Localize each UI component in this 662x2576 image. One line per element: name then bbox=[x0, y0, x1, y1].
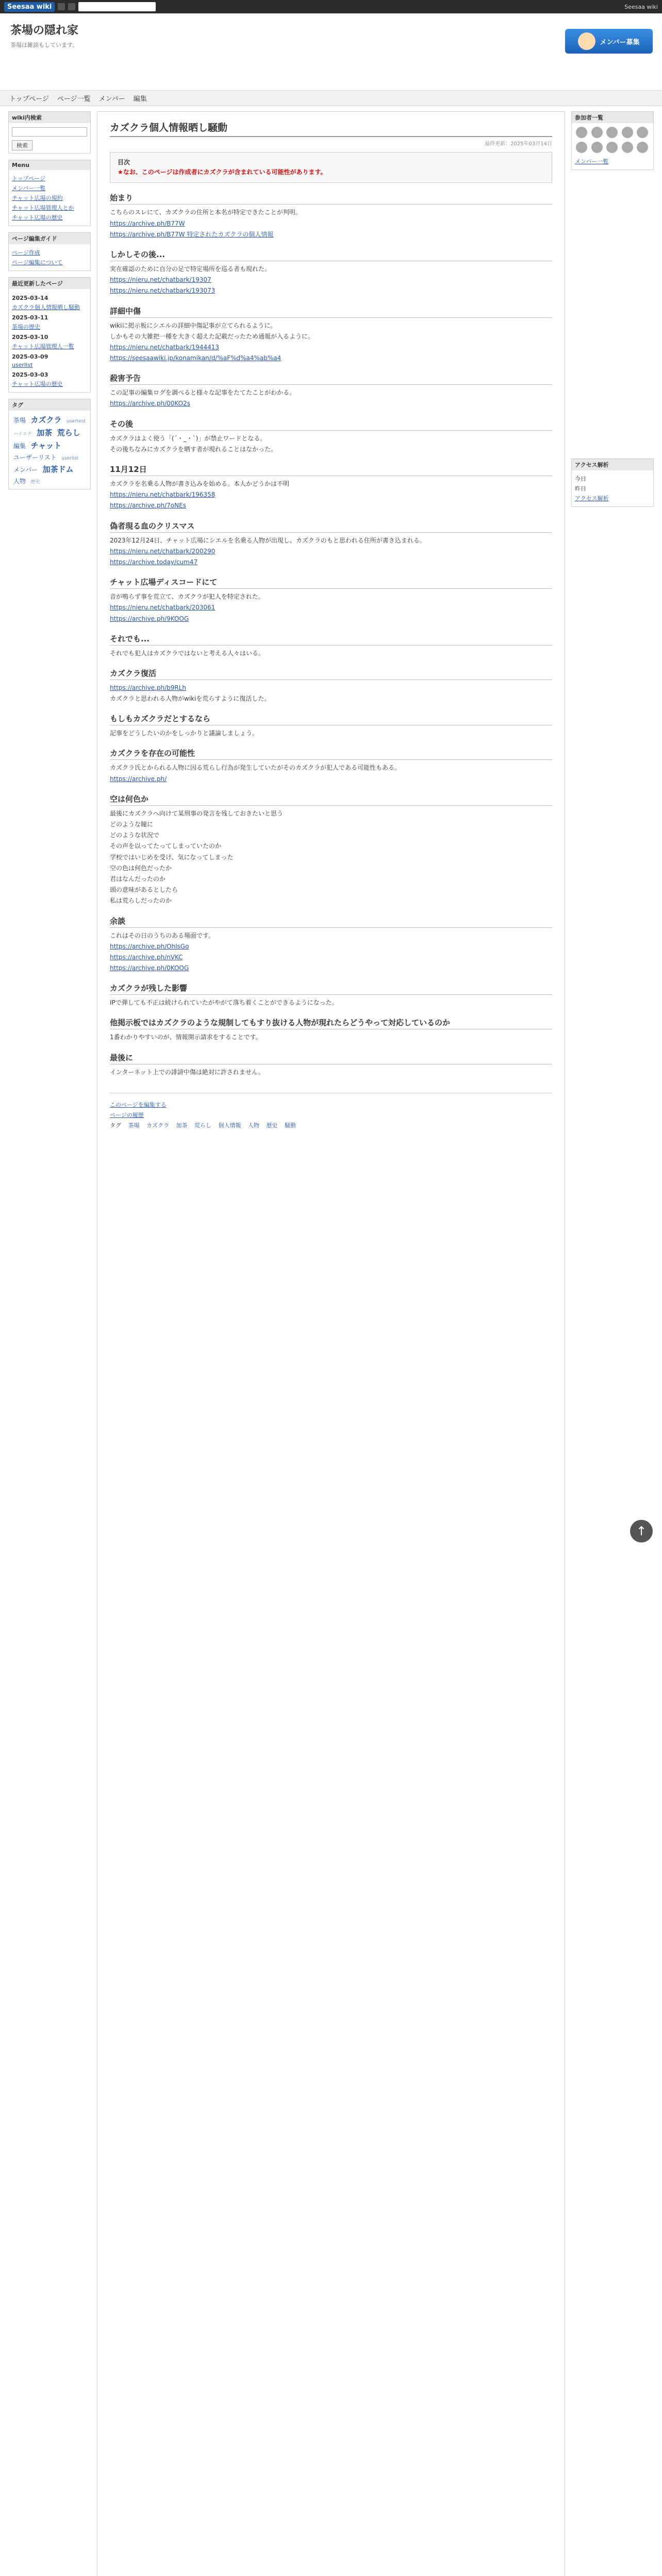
top-search-input[interactable] bbox=[78, 2, 156, 11]
archive-link[interactable]: https://archive.ph/00KO2s bbox=[110, 400, 190, 408]
main-content bbox=[97, 111, 565, 2576]
paragraph: こちらのスレにて、カズクラの住所と本名が特定できたことが判明。 bbox=[110, 209, 302, 216]
page-tag[interactable]: カズクラ bbox=[146, 1122, 169, 1129]
recent-box bbox=[8, 277, 91, 393]
tag-link[interactable]: 歴史 bbox=[30, 480, 40, 485]
section-heading: その後 bbox=[110, 418, 552, 431]
menu-item[interactable]: メンバー一覧 bbox=[12, 185, 46, 192]
access-link[interactable]: アクセス解析 bbox=[575, 495, 609, 502]
archive-link[interactable]: https://archive.ph/b9RLh bbox=[110, 684, 187, 691]
paragraph: 音が鳴らず事を荒立て、カズクラが犯人を特定された。 bbox=[110, 593, 264, 601]
page-tag[interactable]: 茶場 bbox=[128, 1122, 140, 1129]
seesaa-logo[interactable]: Seesaa wiki bbox=[4, 2, 55, 12]
archive-link[interactable]: https://nieru.net/chatbark/203061 bbox=[110, 604, 216, 612]
recent-date: 2025-03-11 bbox=[12, 314, 48, 321]
access-box bbox=[571, 459, 654, 507]
site-header bbox=[0, 13, 662, 91]
site-description: 茶場は雑談もしています。 bbox=[10, 42, 78, 48]
archive-link[interactable]: https://archive.ph/B77W 特定されたカズクラの個人情報 bbox=[110, 230, 274, 238]
avatar[interactable] bbox=[591, 142, 603, 153]
nav-pages[interactable]: ページ一覧 bbox=[57, 95, 91, 103]
archive-link[interactable]: https://archive.ph/7oNEs bbox=[110, 502, 186, 510]
members-box bbox=[571, 111, 654, 170]
tag-link[interactable]: 編集 bbox=[13, 443, 26, 450]
banner-label: メンバー募集 bbox=[600, 38, 640, 46]
paragraph: 空の色は何色だったか bbox=[110, 864, 172, 872]
notify-icon[interactable] bbox=[68, 3, 75, 10]
sections bbox=[110, 192, 552, 1077]
section-heading: 11月12日 bbox=[110, 464, 552, 476]
search-box bbox=[8, 111, 91, 154]
paragraph: カズクラを名乗る人物が書き込みを始める。本人かどうかは不明 bbox=[110, 480, 290, 487]
archive-link[interactable]: https://archive.ph/ bbox=[110, 775, 167, 783]
menu-icon[interactable] bbox=[58, 3, 65, 10]
archive-link[interactable]: https://archive.ph/OhlsGo bbox=[110, 942, 189, 950]
global-nav bbox=[0, 91, 662, 106]
paragraph: どのような状況で bbox=[110, 832, 160, 839]
section-heading: 殺害予告 bbox=[110, 372, 552, 385]
recent-date: 2025-03-03 bbox=[12, 371, 48, 378]
section-heading: カズクラを存在の可能性 bbox=[110, 748, 552, 760]
recent-item[interactable]: チャット広場管理人一覧 bbox=[12, 343, 74, 350]
paragraph: 記事をどうしたいのかをしっかりと議論しましょう。 bbox=[110, 730, 259, 737]
tag-link[interactable]: ユーザーリスト bbox=[13, 454, 57, 461]
paragraph: カズクラはよく使う「(´・_・`)」が禁止ワードとなる。 bbox=[110, 434, 267, 442]
archive-link[interactable]: https://nieru.net/chatbark/200290 bbox=[110, 547, 216, 555]
archive-link[interactable]: https://archive.ph/nVKC bbox=[110, 953, 183, 961]
toc-box bbox=[110, 152, 552, 183]
section-heading: もしもカズクラだとするなら bbox=[110, 713, 552, 725]
paragraph: その声を以ってたってしまっていたのか bbox=[110, 842, 222, 850]
page-tags bbox=[110, 1121, 552, 1129]
scroll-top-button[interactable] bbox=[630, 1520, 653, 1543]
right-sidebar bbox=[571, 111, 654, 2576]
recent-item[interactable]: カズクラ個人情報晒し騒動 bbox=[12, 304, 80, 311]
archive-link[interactable]: https://seesaawiki.jp/konamikan/d/%aF%d%a4%ab%a4 bbox=[110, 354, 282, 362]
paragraph: 1番わかりやすいのが、情報開示請求をすることです。 bbox=[110, 1033, 262, 1041]
paragraph: カズクラ氏とかられる人物に因る荒らし行為が発生していたがそのカズクラが犯人である可能性もある。 bbox=[110, 764, 401, 772]
members-title: 参加者一覧 bbox=[572, 112, 653, 123]
archive-link[interactable]: https://nieru.net/chatbark/19307 bbox=[110, 276, 211, 284]
tag-link[interactable]: 人物 bbox=[13, 478, 26, 485]
member-list-link[interactable]: メンバー一覧 bbox=[575, 158, 609, 165]
access-today: 今日 bbox=[575, 476, 586, 482]
tag-link[interactable]: 加茶ドム bbox=[42, 465, 74, 474]
edit-page-link[interactable]: このページを編集する bbox=[110, 1101, 167, 1108]
tag-label: タグ bbox=[110, 1122, 121, 1129]
arrow-up-icon: ↑ bbox=[636, 1524, 647, 1538]
guide-item[interactable]: ページ作成 bbox=[12, 249, 40, 256]
archive-link[interactable]: https://archive.today/cum47 bbox=[110, 558, 198, 566]
archive-link[interactable]: https://archive.ph/9KOOG bbox=[110, 615, 189, 622]
archive-link[interactable]: https://nieru.net/chatbark/196358 bbox=[110, 491, 216, 499]
tag-link[interactable]: 加茶 bbox=[37, 428, 53, 437]
section-heading: 始まり bbox=[110, 192, 552, 205]
tag-link[interactable]: メンバー bbox=[13, 466, 38, 473]
page-tag[interactable]: 歴史 bbox=[266, 1122, 278, 1129]
toc-note: ★なお、このページは作成者にカズクラが含まれている可能性があります。 bbox=[118, 168, 327, 176]
paragraph: wikiに掲示板にシエルの詳細中傷記事が立てられるように。 bbox=[110, 321, 277, 329]
menu-item[interactable]: チャット広場管理人とか bbox=[12, 205, 74, 211]
section-heading: 詳細中傷 bbox=[110, 306, 552, 318]
tag-link[interactable]: usertest bbox=[67, 419, 86, 424]
recent-date: 2025-03-10 bbox=[12, 334, 48, 341]
avatar[interactable] bbox=[591, 127, 603, 138]
access-yesterday: 昨日 bbox=[575, 485, 586, 492]
tag-cloud-box bbox=[8, 399, 91, 489]
tag-link[interactable]: 茶場 bbox=[13, 417, 26, 424]
guide-item[interactable]: ページ編集について bbox=[12, 259, 63, 266]
section-heading: 偽者現る血のクリスマス bbox=[110, 520, 552, 533]
page-tag[interactable]: 騒動 bbox=[285, 1122, 296, 1129]
search-box-title: wiki内検索 bbox=[9, 112, 90, 123]
paragraph: 実在確認のために自分の足で特定場所を巡る者も現れた。 bbox=[110, 265, 271, 273]
access-title: アクセス解析 bbox=[572, 459, 653, 470]
search-button[interactable]: 検索 bbox=[12, 140, 32, 150]
section-heading: しかしその後... bbox=[110, 249, 552, 261]
site-title[interactable]: 茶場の隠れ家 bbox=[10, 24, 79, 37]
section-heading: チャット広場ディスコードにて bbox=[110, 577, 552, 589]
wiki-search-input[interactable] bbox=[12, 127, 87, 137]
tag-link[interactable]: 荒らし bbox=[57, 428, 80, 437]
archive-link[interactable]: https://nieru.net/chatbark/193073 bbox=[110, 287, 216, 295]
section-heading: 最後に bbox=[110, 1052, 552, 1064]
avatar[interactable] bbox=[637, 127, 648, 138]
top-link[interactable]: Seesaa wiki bbox=[624, 3, 658, 10]
page-footer-nav bbox=[110, 1093, 552, 1129]
member-recruit-banner[interactable] bbox=[565, 29, 653, 54]
recent-date: 2025-03-14 bbox=[12, 295, 48, 301]
page-tag[interactable]: 人物 bbox=[248, 1122, 259, 1129]
paragraph: 頭の意味があるとしたら bbox=[110, 886, 178, 894]
menu-title: Menu bbox=[9, 160, 90, 170]
avatar[interactable] bbox=[637, 142, 648, 153]
paragraph: これはその日のうちのある場面です。 bbox=[110, 931, 215, 939]
paragraph: 私は荒らしだったのか bbox=[110, 897, 172, 905]
nav-top[interactable]: トップページ bbox=[9, 95, 49, 103]
paragraph: 2023年12月24日、チャット広場にシエルを名乗る人物が出現し、カズクラのもと思われる住所が書き込まれる。 bbox=[110, 536, 426, 544]
recent-date: 2025-03-09 bbox=[12, 353, 48, 360]
page-title: カズクラ個人情報晒し騒動 bbox=[110, 120, 552, 137]
paragraph: しかもその大雑把一種を大きく超えた記載だったため通報が入るように。 bbox=[110, 332, 315, 340]
avatar[interactable] bbox=[576, 127, 587, 138]
paragraph: どのような瞳に bbox=[110, 821, 154, 828]
avatar[interactable] bbox=[606, 127, 618, 138]
page-tag[interactable]: 加茶 bbox=[176, 1122, 188, 1129]
menu-box bbox=[8, 160, 91, 226]
avatar[interactable] bbox=[606, 142, 618, 153]
section-heading: 空は何色か bbox=[110, 793, 552, 806]
tag-link[interactable]: ハイエナ bbox=[13, 432, 32, 437]
avatar[interactable] bbox=[622, 127, 633, 138]
paragraph: 最後にカズクラへ向けて某刑事の発言を残しておきたいと思う bbox=[110, 809, 284, 817]
section-heading: カズクラが残した影響 bbox=[110, 982, 552, 995]
tag-link[interactable]: userlist bbox=[61, 456, 79, 461]
paragraph: IPで弾しても不正は続けられていたがやがて落ち着くことができるようになった。 bbox=[110, 999, 338, 1007]
nav-members[interactable]: メンバー bbox=[98, 95, 125, 103]
paragraph: 学校ではいじめを受け、気になってしまった bbox=[110, 853, 234, 861]
recent-item[interactable]: チャット広場の歴史 bbox=[12, 381, 63, 387]
page-tag[interactable]: 荒らし bbox=[194, 1122, 211, 1129]
paragraph: 君はなんだったのか bbox=[110, 875, 166, 883]
recent-item[interactable]: 茶場の歴史 bbox=[12, 324, 40, 330]
toc-title: 目次 bbox=[118, 159, 130, 166]
paragraph: それでも犯人はカズクラではないと考える人々はいる。 bbox=[110, 649, 265, 657]
recent-item[interactable]: userlist bbox=[12, 362, 33, 368]
page-tag[interactable]: 個人情報 bbox=[218, 1122, 241, 1129]
page-meta: 最終更新：2025年03月14日 bbox=[485, 141, 552, 147]
menu-item[interactable]: チャット広場の規約 bbox=[12, 195, 63, 201]
history-link[interactable]: ページの履歴 bbox=[110, 1111, 144, 1118]
tag-link[interactable]: チャット bbox=[30, 441, 62, 450]
guide-title: ページ編集ガイド bbox=[9, 233, 90, 244]
paragraph: カズクラと思われる人物がwikiを荒らすように復活した。 bbox=[110, 695, 271, 703]
menu-item[interactable]: トップページ bbox=[12, 175, 46, 182]
nav-edit[interactable]: 編集 bbox=[133, 95, 147, 103]
guide-box bbox=[8, 232, 91, 271]
section-heading: 他掲示板ではカズクラのような規制してもすり抜ける人物が現れたらどうやって対応しているのか bbox=[110, 1017, 552, 1029]
section-heading: それでも... bbox=[110, 633, 552, 646]
mascot-icon bbox=[578, 32, 595, 50]
section-heading: 余談 bbox=[110, 916, 552, 928]
tag-cloud-title: タグ bbox=[9, 399, 90, 411]
avatar[interactable] bbox=[622, 142, 633, 153]
left-sidebar bbox=[8, 111, 91, 2576]
paragraph: その後ちなみにカズクラを晒す者が現れることはなかった。 bbox=[110, 445, 277, 453]
archive-link[interactable]: https://nieru.net/chatbark/1944413 bbox=[110, 343, 220, 351]
avatar[interactable] bbox=[576, 142, 587, 153]
recent-title: 最近更新したページ bbox=[9, 278, 90, 289]
archive-link[interactable]: https://archive.ph/0KOOG bbox=[110, 964, 189, 972]
archive-link[interactable]: https://archive.ph/B77W bbox=[110, 219, 185, 227]
paragraph: この記事の編集ログを調べると様々な記事をたてたことがわかる。 bbox=[110, 389, 296, 397]
tag-link[interactable]: カズクラ bbox=[30, 415, 62, 425]
paragraph: インターネット上での誹謗中傷は絶対に許されません。 bbox=[110, 1068, 264, 1076]
layout bbox=[0, 106, 662, 2576]
section-heading: カズクラ復活 bbox=[110, 668, 552, 680]
top-bar bbox=[0, 0, 662, 13]
menu-item[interactable]: チャット広場の歴史 bbox=[12, 214, 63, 221]
